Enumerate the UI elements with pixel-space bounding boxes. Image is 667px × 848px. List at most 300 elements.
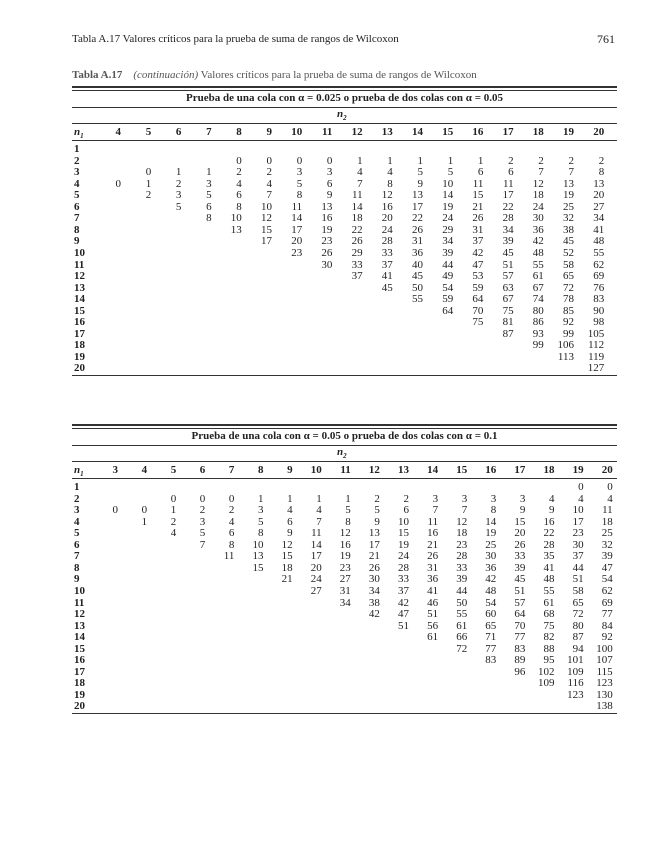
- column-header: 4: [141, 464, 148, 476]
- table-cell: 12: [281, 538, 293, 551]
- table-cell: 130: [596, 688, 613, 701]
- table-cell: 63: [502, 281, 514, 294]
- n1-label: [74, 126, 84, 140]
- table-cell: 0: [296, 154, 303, 167]
- table-cell: 95: [543, 654, 555, 667]
- table-cell: 0: [578, 481, 584, 493]
- table-cell: 5: [374, 504, 380, 517]
- table-cell: 101: [567, 654, 584, 667]
- table-cell: 7: [316, 515, 322, 528]
- row-label: 4: [74, 515, 80, 528]
- table-cell: 93: [532, 327, 544, 340]
- table-cell: 40: [412, 258, 423, 271]
- table-cell: 61: [543, 596, 555, 609]
- page-number: 761: [597, 32, 615, 46]
- table-cell: 30: [572, 538, 584, 551]
- column-header: 9: [266, 126, 272, 138]
- column-header: 13: [398, 464, 409, 476]
- table-cell: 41: [543, 561, 555, 574]
- table-cell: 106: [557, 339, 574, 352]
- table-cell: 36: [427, 573, 439, 586]
- table-cell: 0: [228, 492, 235, 505]
- column-header: 18: [532, 126, 544, 138]
- top-rule-thin: [72, 90, 617, 91]
- table-cell: 4: [607, 492, 613, 505]
- table-cell: 36: [532, 223, 544, 236]
- table-cell: 11: [291, 200, 303, 213]
- table-cell: 61: [456, 619, 468, 632]
- table-cell: 47: [472, 258, 484, 271]
- table-cell: 15: [252, 561, 264, 574]
- table-cell: 45: [412, 270, 423, 283]
- table-cell: 127: [587, 362, 605, 375]
- table-cell: 42: [485, 573, 497, 586]
- column-header: 12: [368, 464, 380, 476]
- table-caption: [72, 69, 477, 81]
- table-cell: 6: [236, 189, 242, 202]
- table-cell: 61: [427, 631, 439, 644]
- table-cell: 59: [472, 281, 484, 294]
- table-cell: 1: [447, 154, 454, 167]
- table-cell: 75: [502, 304, 514, 317]
- table-cell: 31: [339, 584, 351, 597]
- n1-letter: n: [74, 126, 81, 138]
- table-cell: 113: [557, 350, 574, 363]
- table-cell: 7: [461, 504, 468, 517]
- table-cell: 61: [532, 270, 544, 283]
- column-header: 18: [543, 464, 555, 476]
- table-cell: 22: [351, 223, 363, 236]
- table-cell: 70: [514, 619, 526, 632]
- table-cell: 44: [456, 584, 468, 597]
- table-cell: 24: [532, 200, 544, 213]
- header-rule: [72, 478, 617, 479]
- table-cell: 15: [514, 515, 526, 528]
- table-cell: 37: [572, 550, 584, 563]
- table-cell: 7: [538, 166, 544, 179]
- table-cell: 10: [442, 177, 454, 190]
- table-cell: 33: [398, 573, 409, 586]
- table-cell: 10: [572, 504, 584, 517]
- table-cell: 37: [381, 258, 393, 271]
- table-cell: 16: [321, 212, 333, 225]
- table-cell: 11: [311, 527, 322, 540]
- table-cell: 10: [261, 200, 272, 213]
- table-cell: 2: [508, 154, 514, 167]
- table-cell: 13: [321, 200, 333, 213]
- column-header: 17: [514, 464, 526, 476]
- table-cell: 98: [593, 316, 605, 329]
- table-cell: 9: [549, 504, 555, 517]
- table-cell: 54: [442, 281, 454, 294]
- column-header: 13: [381, 126, 393, 138]
- row-label: 10: [74, 246, 85, 259]
- table-cell: 4: [236, 177, 242, 190]
- table-cell: 6: [287, 515, 293, 528]
- table-cell: 4: [266, 177, 272, 190]
- table-cell: 19: [339, 550, 351, 563]
- table-cell: 50: [412, 281, 423, 294]
- table-cell: 55: [593, 246, 605, 259]
- column-header: 20: [593, 126, 605, 138]
- table-cell: 34: [502, 223, 514, 236]
- table-cell: 3: [206, 177, 212, 190]
- table-cell: 7: [432, 504, 439, 517]
- table-cell: 112: [588, 339, 605, 352]
- table-cell: 5: [258, 515, 264, 528]
- table-cell: 19: [485, 527, 497, 540]
- table-cell: 11: [427, 515, 439, 528]
- table-cell: 46: [427, 596, 439, 609]
- table-cell: 36: [412, 246, 423, 259]
- table-cell: 4: [549, 492, 555, 505]
- table-cell: 16: [427, 527, 439, 540]
- table-cell: 6: [206, 200, 212, 213]
- table-cell: 6: [508, 166, 514, 179]
- table-cell: 8: [345, 515, 351, 528]
- table-cell: 23: [572, 527, 584, 540]
- table-cell: 24: [442, 212, 454, 225]
- table-cell: 14: [310, 538, 322, 551]
- table-cell: 22: [502, 200, 514, 213]
- table-cell: 11: [223, 550, 235, 563]
- table-cell: 4: [357, 166, 363, 179]
- table-cell: 20: [310, 561, 322, 574]
- table-cell: 94: [572, 642, 584, 655]
- table-cell: 10: [252, 538, 264, 551]
- table-cell: 8: [598, 166, 605, 179]
- column-header: 12: [351, 126, 363, 138]
- row-label: 17: [74, 327, 85, 340]
- table-cell: 65: [485, 619, 497, 632]
- table-cell: 0: [141, 504, 148, 517]
- row-label: 15: [74, 642, 85, 655]
- table-cell: 7: [357, 177, 363, 190]
- running-head-title: Tabla A.17 Valores críticos para la prueba de suma de rangos de Wilcoxon: [72, 33, 399, 45]
- table-cell: 45: [563, 235, 574, 248]
- table-cell: 33: [351, 258, 363, 271]
- table-cell: 23: [339, 561, 351, 574]
- table-cell: 33: [514, 550, 526, 563]
- table-cell: 9: [417, 177, 423, 190]
- table-cell: 3: [175, 189, 182, 202]
- row-label: 11: [74, 258, 85, 271]
- table-cell: 39: [502, 235, 514, 248]
- table-cell: 28: [502, 212, 514, 225]
- column-header: 19: [572, 464, 584, 476]
- row-label: 20: [74, 700, 85, 713]
- column-header: 6: [175, 126, 182, 138]
- n1-letter: n: [74, 464, 81, 476]
- table-cell: 2: [374, 492, 380, 505]
- table-cell: 37: [398, 584, 409, 597]
- table-cell: 12: [532, 177, 544, 190]
- table-cell: 23: [456, 538, 468, 551]
- table-cell: 37: [472, 235, 484, 248]
- table-cell: 16: [381, 200, 393, 213]
- table-cell: 13: [563, 177, 574, 190]
- table-cell: 85: [563, 304, 574, 317]
- n1-subscript: 1: [80, 470, 84, 479]
- table-cell: 21: [281, 573, 293, 586]
- table-cell: 78: [563, 293, 574, 306]
- table-cell: 0: [112, 504, 118, 517]
- table-cell: 8: [258, 527, 264, 540]
- table-cell: 62: [601, 584, 613, 597]
- table-cell: 45: [514, 573, 526, 586]
- running-head: [72, 33, 615, 45]
- table-cell: 31: [427, 561, 439, 574]
- n2-subscript: 2: [343, 114, 347, 123]
- table-cell: 51: [514, 584, 526, 597]
- table-cell: 13: [252, 550, 264, 563]
- table-cell: 39: [514, 561, 526, 574]
- table-cell: 76: [593, 281, 605, 294]
- table-cell: 34: [593, 212, 605, 225]
- table-cell: 8: [296, 189, 303, 202]
- table-cell: 20: [291, 235, 303, 248]
- table-cell: 55: [456, 608, 468, 621]
- table-cell: 41: [381, 270, 393, 283]
- table-cell: 72: [563, 281, 574, 294]
- table-cell: 39: [442, 246, 454, 259]
- table-cell: 71: [485, 631, 497, 644]
- table-cell: 3: [490, 492, 497, 505]
- table-cell: 64: [442, 304, 454, 317]
- table-cell: 22: [412, 212, 423, 225]
- table-cell: 28: [381, 235, 393, 248]
- table-cell: 5: [345, 504, 351, 517]
- table-cell: 77: [514, 631, 526, 644]
- table-cell: 8: [387, 177, 393, 190]
- table-cell: 123: [567, 688, 584, 701]
- column-header: 17: [502, 126, 514, 138]
- table-cell: 31: [412, 235, 423, 248]
- table-title: Prueba de una cola con α = 0.05 o prueba de dos colas con α = 0.1: [191, 430, 498, 442]
- row-label: 12: [74, 608, 85, 621]
- table-cell: 54: [485, 596, 497, 609]
- table-cell: 26: [412, 223, 423, 236]
- row-label: 10: [74, 584, 85, 597]
- table-cell: 27: [310, 584, 322, 597]
- row-label: 19: [74, 688, 85, 701]
- row-label: 7: [74, 212, 80, 225]
- table-cell: 0: [115, 177, 121, 190]
- table-cell: 64: [472, 293, 484, 306]
- table-cell: 19: [398, 538, 409, 551]
- table-cell: 2: [403, 492, 409, 505]
- table-cell: 65: [563, 270, 574, 283]
- table-cell: 69: [601, 596, 613, 609]
- n2-label: [337, 446, 347, 460]
- table-cell: 29: [442, 223, 454, 236]
- table-cell: 8: [236, 200, 242, 213]
- header-rule: [72, 140, 617, 141]
- table-cell: 0: [266, 154, 272, 167]
- table-cell: 48: [593, 235, 605, 248]
- table-cell: 4: [228, 515, 235, 528]
- table-cell: 42: [532, 235, 544, 248]
- table-cell: 5: [175, 200, 182, 213]
- column-header: 14: [427, 464, 439, 476]
- column-header: 20: [601, 464, 613, 476]
- column-header: 15: [442, 126, 454, 138]
- n2-letter: n: [337, 446, 344, 458]
- table-cell: 1: [316, 492, 322, 505]
- table-cell: 28: [543, 538, 555, 551]
- table-cell: 31: [472, 223, 484, 236]
- table-cell: 0: [145, 166, 152, 179]
- table-cell: 21: [368, 550, 380, 563]
- table-cell: 19: [563, 189, 574, 202]
- table-cell: 12: [339, 527, 351, 540]
- table-cell: 119: [588, 350, 605, 363]
- row-label: 15: [74, 304, 85, 317]
- table-cell: 1: [175, 166, 182, 179]
- row-label: 18: [74, 677, 85, 690]
- table-cell: 30: [321, 258, 333, 271]
- row-label: 14: [74, 293, 85, 306]
- row-label: 9: [74, 235, 80, 248]
- table-cell: 19: [321, 223, 333, 236]
- row-label: 1: [74, 481, 80, 493]
- caption-label: Tabla A.17: [72, 69, 123, 81]
- table-cell: 29: [351, 246, 363, 259]
- table-cell: 2: [598, 154, 605, 167]
- table-cell: 51: [572, 573, 584, 586]
- table-cell: 56: [427, 619, 439, 632]
- table-cell: 25: [563, 200, 574, 213]
- table-cell: 102: [538, 665, 555, 678]
- column-header: 16: [485, 464, 497, 476]
- table-cell: 3: [461, 492, 468, 505]
- table-cell: 6: [326, 177, 333, 190]
- row-label: 2: [74, 492, 80, 505]
- table-cell: 3: [432, 492, 439, 505]
- table-cell: 83: [485, 654, 497, 667]
- table-cell: 15: [472, 189, 484, 202]
- row-label: 3: [74, 504, 80, 517]
- bottom-rule: [72, 713, 617, 714]
- row-label: 7: [74, 550, 80, 563]
- table-cell: 3: [258, 504, 264, 517]
- table-cell: 48: [485, 584, 497, 597]
- table-cell: 32: [563, 212, 574, 225]
- table-cell: 33: [456, 561, 468, 574]
- row-label: 1: [74, 143, 80, 155]
- table-cell: 42: [472, 246, 484, 259]
- table-cell: 0: [236, 154, 242, 167]
- table-cell: 87: [502, 327, 514, 340]
- table-cell: 5: [447, 166, 454, 179]
- table-cell: 4: [170, 527, 177, 540]
- table-cell: 86: [532, 316, 544, 329]
- column-header: 11: [321, 126, 333, 138]
- table-cell: 11: [472, 177, 484, 190]
- table-cell: 1: [206, 166, 212, 179]
- table-cell: 80: [572, 619, 584, 632]
- table-cell: 72: [456, 642, 468, 655]
- table-cell: 57: [502, 270, 514, 283]
- row-label: 17: [74, 665, 85, 678]
- column-header: 5: [145, 126, 152, 138]
- table-cell: 41: [593, 223, 605, 236]
- table-cell: 12: [381, 189, 393, 202]
- table-cell: 17: [261, 235, 272, 248]
- table-cell: 6: [477, 166, 484, 179]
- table-cell: 51: [398, 619, 409, 632]
- table-cell: 1: [357, 154, 363, 167]
- top-rule: [72, 86, 617, 88]
- table-cell: 75: [472, 316, 484, 329]
- table-cell: 2: [568, 154, 574, 167]
- row-label: 3: [74, 166, 80, 179]
- table-cell: 105: [587, 327, 605, 340]
- table-cell: 42: [368, 608, 380, 621]
- table-cell: 11: [503, 177, 514, 190]
- table-cell: 49: [442, 270, 454, 283]
- table-cell: 30: [485, 550, 497, 563]
- row-label: 18: [74, 339, 85, 352]
- table-cell: 16: [339, 538, 351, 551]
- table-cell: 58: [563, 258, 574, 271]
- table-cell: 11: [602, 504, 613, 517]
- table-cell: 66: [456, 631, 468, 644]
- n2-label: [337, 108, 347, 122]
- table-cell: 7: [266, 189, 272, 202]
- table-cell: 1: [287, 492, 293, 505]
- table-cell: 6: [228, 527, 235, 540]
- table-cell: 17: [502, 189, 514, 202]
- row-label: 12: [74, 270, 85, 283]
- table-cell: 3: [199, 515, 206, 528]
- caption-continuation: (continuación): [133, 69, 199, 81]
- n2-rule: [72, 461, 617, 462]
- table-cell: 69: [593, 270, 605, 283]
- n2-subscript: 2: [343, 452, 347, 461]
- column-header: 16: [472, 126, 484, 138]
- table-cell: 7: [199, 538, 206, 551]
- n2-rule: [72, 123, 617, 124]
- column-header: 5: [170, 464, 177, 476]
- table-cell: 4: [387, 166, 393, 179]
- table-cell: 59: [442, 293, 454, 306]
- table-cell: 16: [543, 515, 555, 528]
- table-cell: 83: [514, 642, 526, 655]
- table-cell: 82: [543, 631, 555, 644]
- table-cell: 3: [296, 166, 303, 179]
- n1-label: [74, 464, 84, 478]
- column-header: 8: [236, 126, 242, 138]
- table-cell: 34: [442, 235, 454, 248]
- table-cell: 1: [141, 515, 148, 528]
- table-cell: 55: [412, 293, 423, 306]
- table-cell: 35: [543, 550, 555, 563]
- table-cell: 52: [563, 246, 574, 259]
- table-cell: 4: [287, 504, 293, 517]
- table-title: Prueba de una cola con α = 0.025 o prueba de dos colas con α = 0.05: [186, 92, 503, 104]
- table-cell: 0: [607, 481, 613, 493]
- table-cell: 1: [477, 154, 484, 167]
- table-cell: 81: [502, 316, 514, 329]
- table-cell: 2: [175, 177, 182, 190]
- table-cell: 14: [351, 200, 363, 213]
- table-cell: 27: [339, 573, 351, 586]
- table-cell: 75: [543, 619, 555, 632]
- table-cell: 12: [261, 212, 272, 225]
- table-cell: 37: [351, 270, 363, 283]
- table-cell: 62: [593, 258, 605, 271]
